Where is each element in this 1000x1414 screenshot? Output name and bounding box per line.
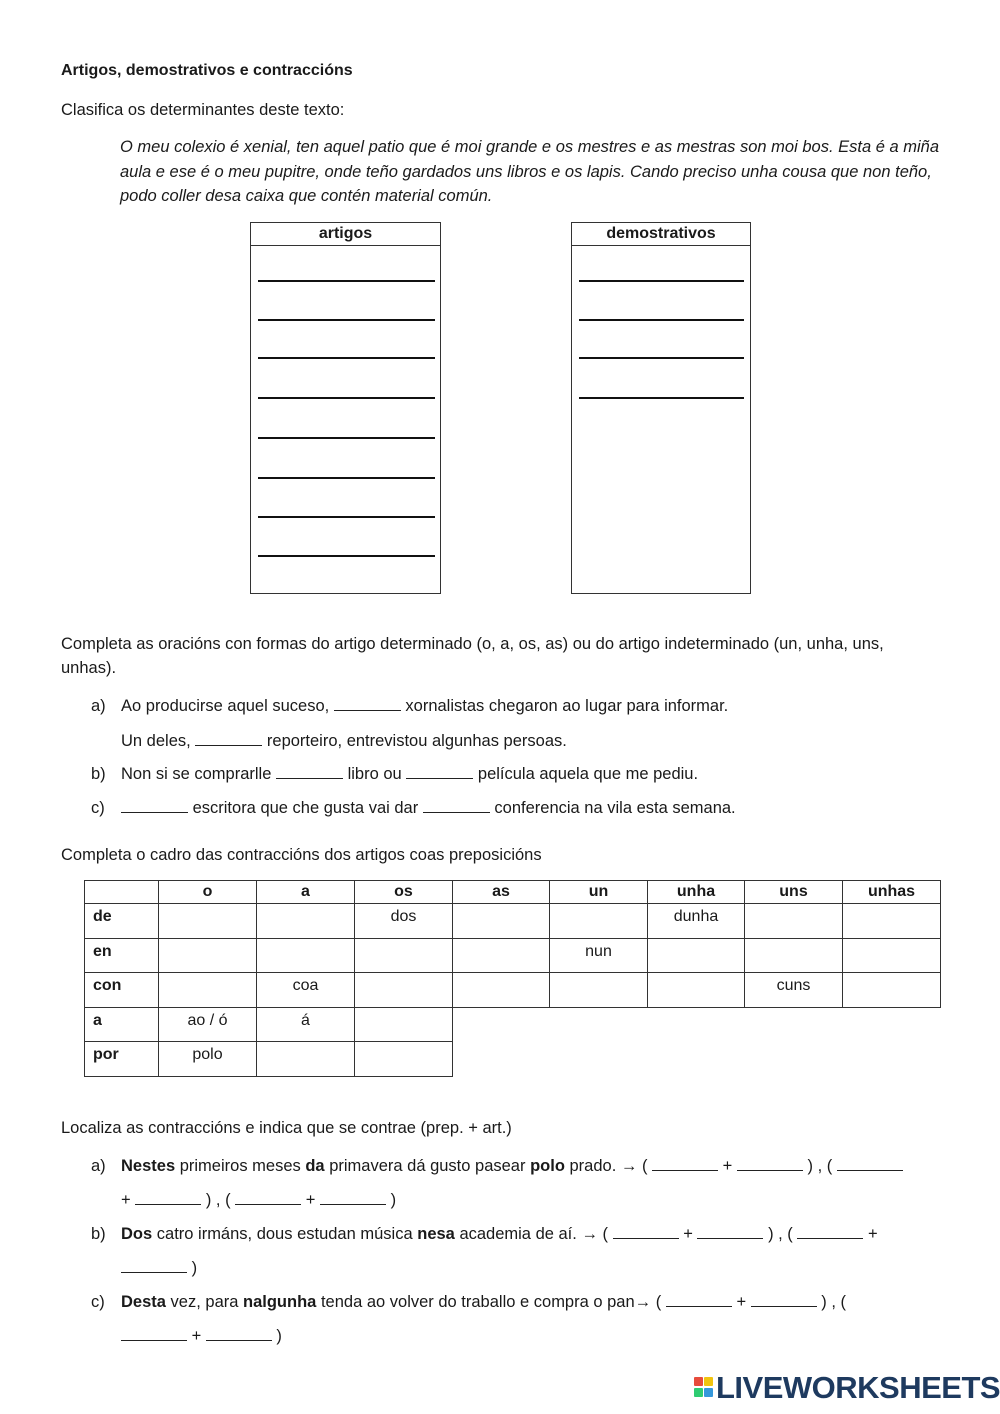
table-cell: ao / ó	[159, 1007, 257, 1042]
arrow-icon: →	[634, 1293, 652, 1311]
table-row	[85, 973, 941, 1008]
task1-instruction: Clasifica os determinantes deste texto:	[61, 101, 345, 119]
arrow-icon: →	[581, 1225, 598, 1243]
table-cell: nun	[550, 938, 648, 973]
table-corner	[85, 881, 159, 904]
fill-blank[interactable]	[235, 1191, 301, 1205]
column-header: unha	[648, 881, 745, 904]
table-cell[interactable]	[257, 1042, 355, 1077]
item-label: b)	[91, 1225, 106, 1243]
fill-blank[interactable]	[837, 1157, 903, 1171]
contractions-table	[84, 880, 941, 1077]
task2-item-c: escritora que che gusta vai dar conferencia na vila esta semana.	[121, 796, 736, 820]
answer-line[interactable]	[258, 357, 435, 359]
fill-blank[interactable]	[737, 1157, 803, 1171]
table-cell: cuns	[745, 973, 843, 1008]
answer-line[interactable]	[579, 319, 744, 321]
table-cell[interactable]	[453, 973, 550, 1008]
answer-line[interactable]	[579, 280, 744, 282]
task4-instruction: Localiza as contraccións e indica que se contrae (prep. + art.)	[61, 1119, 512, 1137]
table-empty-area	[453, 1007, 941, 1042]
answer-line[interactable]	[579, 357, 744, 359]
table-empty-area	[453, 1042, 941, 1077]
table-row	[85, 938, 941, 973]
answer-line[interactable]	[258, 397, 435, 399]
table-cell: coa	[257, 973, 355, 1008]
table-cell[interactable]	[159, 904, 257, 939]
task2-item-a2: Un deles, reporteiro, entrevistou algunhas persoas.	[121, 732, 567, 750]
column-header: os	[355, 881, 453, 904]
artigos-box-header: artigos	[251, 223, 440, 246]
table-cell: á	[257, 1007, 355, 1042]
table-cell[interactable]	[257, 938, 355, 973]
table-cell[interactable]	[355, 938, 453, 973]
column-header: a	[257, 881, 355, 904]
arrow-icon: →	[620, 1157, 638, 1175]
item-label: b)	[91, 765, 106, 783]
fill-blank[interactable]	[334, 697, 401, 711]
table-header-row	[85, 881, 941, 904]
task4-item-c-cont: + )	[121, 1324, 282, 1348]
table-cell[interactable]	[745, 904, 843, 939]
fill-blank[interactable]	[797, 1225, 863, 1239]
table-cell[interactable]	[159, 973, 257, 1008]
task2-item-b: Non si se comprarlle libro ou película aquela que me pediu.	[121, 765, 699, 783]
answer-line[interactable]	[258, 516, 435, 518]
fill-blank[interactable]	[121, 799, 188, 813]
answer-line[interactable]	[258, 477, 435, 479]
item-label: a)	[91, 1157, 106, 1175]
demostrativos-box-header: demostrativos	[572, 223, 750, 246]
table-row	[85, 904, 941, 939]
answer-line[interactable]	[579, 397, 744, 399]
fill-blank[interactable]	[206, 1327, 272, 1341]
task1-quote: O meu colexio é xenial, ten aquel patio que é moi grande e os mestres e as mestras son moi bos. Esta é a miña aula e ese é o meu pupitre, onde teño gardados uns libros e os lapis. Cando preciso unha cousa que non teño, podo coller desa caixa que contén material común.	[120, 138, 940, 205]
table-row	[85, 1007, 941, 1042]
table-cell[interactable]	[550, 973, 648, 1008]
row-header: de	[85, 904, 159, 939]
fill-blank[interactable]	[121, 1259, 187, 1273]
table-cell[interactable]	[648, 973, 745, 1008]
row-header: a	[85, 1007, 159, 1042]
task4-item-a: Nestes primeiros meses da primavera dá gusto pasear polo prado. → ( + ) , (	[121, 1154, 903, 1178]
task3-instruction: Completa o cadro das contraccións dos artigos coas preposicións	[61, 846, 542, 864]
table-cell[interactable]	[159, 938, 257, 973]
row-header: con	[85, 973, 159, 1008]
column-header: uns	[745, 881, 843, 904]
table-cell[interactable]	[355, 973, 453, 1008]
fill-blank[interactable]	[121, 1327, 187, 1341]
fill-blank[interactable]	[195, 732, 262, 746]
table-cell[interactable]	[355, 1007, 453, 1042]
column-header: as	[453, 881, 550, 904]
answer-line[interactable]	[258, 437, 435, 439]
table-cell[interactable]	[355, 1042, 453, 1077]
table-cell[interactable]	[745, 938, 843, 973]
column-header: un	[550, 881, 648, 904]
fill-blank[interactable]	[406, 765, 473, 779]
fill-blank[interactable]	[320, 1191, 386, 1205]
artigos-box	[250, 222, 441, 594]
row-header: en	[85, 938, 159, 973]
task4-item-b-cont: )	[121, 1256, 197, 1280]
page-title: Artigos, demostrativos e contraccións	[61, 62, 353, 79]
table-cell[interactable]	[453, 904, 550, 939]
task4-item-b: Dos catro irmáns, dous estudan música nesa academia de aí. → ( + ) , ( +	[121, 1225, 878, 1243]
column-header: unhas	[843, 881, 941, 904]
task2-instruction: Completa as oracións con formas do artigo determinado (o, a, os, as) ou do artigo indeterminado (un, unha, uns, unhas).	[61, 635, 884, 677]
table-cell[interactable]	[257, 904, 355, 939]
answer-line[interactable]	[258, 280, 435, 282]
fill-blank[interactable]	[666, 1293, 732, 1307]
column-header: o	[159, 881, 257, 904]
fill-blank[interactable]	[276, 765, 343, 779]
task4-item-c: Desta vez, para nalgunha tenda ao volver do traballo e compra o pan→ ( + ) , (	[121, 1293, 847, 1311]
table-cell[interactable]	[843, 938, 941, 973]
fill-blank[interactable]	[697, 1225, 763, 1239]
table-cell[interactable]	[843, 973, 941, 1008]
liveworksheets-logo	[694, 1372, 1000, 1404]
logo-mark-icon	[694, 1375, 714, 1401]
demostrativos-box	[571, 222, 751, 594]
fill-blank[interactable]	[652, 1157, 718, 1171]
task4-item-a-cont: + ) , ( + )	[121, 1191, 397, 1209]
logo-text: LIVEWORKSHEETS	[716, 1370, 1000, 1405]
item-label: c)	[91, 799, 105, 817]
task2-item-a: Ao producirse aquel suceso, xornalistas chegaron ao lugar para informar.	[121, 697, 729, 715]
fill-blank[interactable]	[751, 1293, 817, 1307]
table-cell: polo	[159, 1042, 257, 1077]
fill-blank[interactable]	[135, 1191, 201, 1205]
row-header: por	[85, 1042, 159, 1077]
item-label: c)	[91, 1293, 105, 1311]
table-cell[interactable]	[648, 938, 745, 973]
table-cell: dunha	[648, 904, 745, 939]
fill-blank[interactable]	[423, 799, 490, 813]
item-label: a)	[91, 697, 106, 715]
table-row	[85, 1042, 941, 1077]
fill-blank[interactable]	[613, 1225, 679, 1239]
table-cell: dos	[355, 904, 453, 939]
table-cell[interactable]	[453, 938, 550, 973]
answer-line[interactable]	[258, 555, 435, 557]
table-cell[interactable]	[550, 904, 648, 939]
table-cell[interactable]	[843, 904, 941, 939]
answer-line[interactable]	[258, 319, 435, 321]
